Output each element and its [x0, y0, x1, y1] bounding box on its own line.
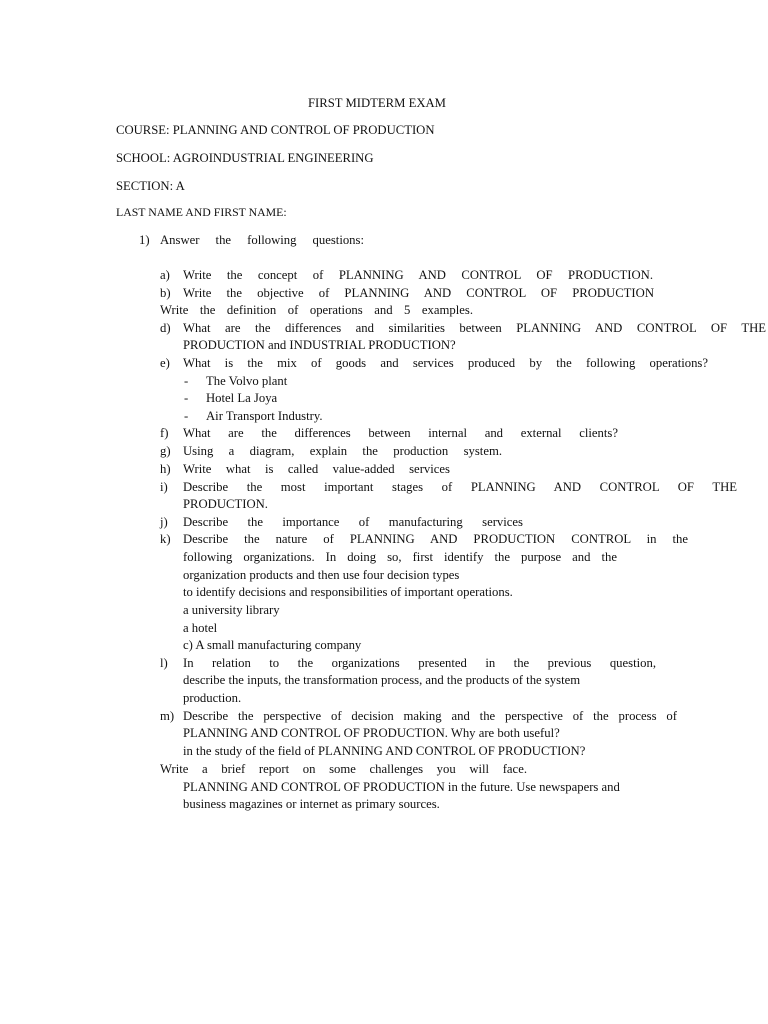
item-n-text-cont: PLANNING AND CONTROL OF PRODUCTION in the future. Use newspapers and [183, 780, 620, 794]
item-marker: b) [160, 286, 171, 300]
item-i-text: Describe the most important stages of PLANNING AND CONTROL OF THE [183, 480, 737, 494]
item-marker: j) [160, 515, 168, 529]
item-k-text-cont: to identify decisions and responsibilities of important operations. [183, 585, 513, 599]
question-number: 1) [139, 233, 150, 247]
list-item: Hotel La Joya [206, 391, 278, 405]
item-m-text-cont: PLANNING AND CONTROL OF PRODUCTION. Why are both useful? [183, 726, 560, 740]
item-marker: e) [160, 356, 170, 370]
item-n-text-cont: business magazines or internet as primary sources. [183, 797, 440, 811]
bullet-dash: - [184, 409, 189, 423]
item-k-text-cont: c) A small manufacturing company [183, 638, 362, 652]
school-line: SCHOOL: AGROINDUSTRIAL ENGINEERING [116, 151, 374, 165]
list-item: The Volvo plant [206, 374, 288, 388]
item-g-text: Using a diagram, explain the production system. [183, 444, 502, 458]
bullet-dash: - [184, 391, 189, 405]
item-e-text: What is the mix of goods and services produced by the following operations? [183, 356, 708, 370]
item-m-text: Describe the perspective of decision making and the perspective of the process of [183, 709, 677, 723]
bullet-dash: - [184, 374, 189, 388]
item-j-text: Describe the importance of manufacturing services [183, 515, 523, 529]
item-k-text-cont: a university library [183, 603, 280, 617]
item-k-text-cont: organization products and then use four decision types [183, 568, 460, 582]
item-c-text: Write the definition of operations and 5 examples. [160, 303, 473, 317]
item-marker: l) [160, 656, 168, 670]
item-marker: k) [160, 532, 171, 546]
item-d-text: What are the differences and similarities between PLANNING AND CONTROL OF THE [183, 321, 766, 335]
section-line: SECTION: A [116, 179, 185, 193]
course-line: COURSE: PLANNING AND CONTROL OF PRODUCTION [116, 123, 435, 137]
item-marker: d) [160, 321, 171, 335]
item-d-text-cont: PRODUCTION and INDUSTRIAL PRODUCTION? [183, 338, 456, 352]
item-m-text-cont: in the study of the field of PLANNING AND CONTROL OF PRODUCTION? [183, 744, 586, 758]
item-l-text: In relation to the organizations presented in the previous question, [183, 656, 656, 670]
item-k-text-cont: following organizations. In doing so, first identify the purpose and the [183, 550, 617, 564]
item-marker: f) [160, 426, 169, 440]
item-marker: h) [160, 462, 171, 476]
name-label: LAST NAME AND FIRST NAME: [116, 205, 287, 219]
item-h-text: Write what is called value-added services [183, 462, 450, 476]
item-i-text-cont: PRODUCTION. [183, 497, 268, 511]
question-text: Answer the following questions: [160, 233, 364, 247]
item-marker: g) [160, 444, 171, 458]
item-l-text-cont: production. [183, 691, 242, 705]
exam-title: FIRST MIDTERM EXAM [308, 96, 446, 110]
item-marker: i) [160, 480, 168, 494]
item-marker: m) [160, 709, 175, 723]
item-k-text: Describe the nature of PLANNING AND PRODUCTION CONTROL in the [183, 532, 688, 546]
item-f-text: What are the differences between internal and external clients? [183, 426, 618, 440]
item-b-text: Write the objective of PLANNING AND CONTROL OF PRODUCTION [183, 286, 654, 300]
item-n-text: Write a brief report on some challenges you will face. [160, 762, 527, 776]
list-item: Air Transport Industry. [206, 409, 323, 423]
item-l-text-cont: describe the inputs, the transformation process, and the products of the system [183, 673, 581, 687]
item-marker: a) [160, 268, 170, 282]
item-k-text-cont: a hotel [183, 621, 218, 635]
item-a-text: Write the concept of PLANNING AND CONTROL OF PRODUCTION. [183, 268, 653, 282]
